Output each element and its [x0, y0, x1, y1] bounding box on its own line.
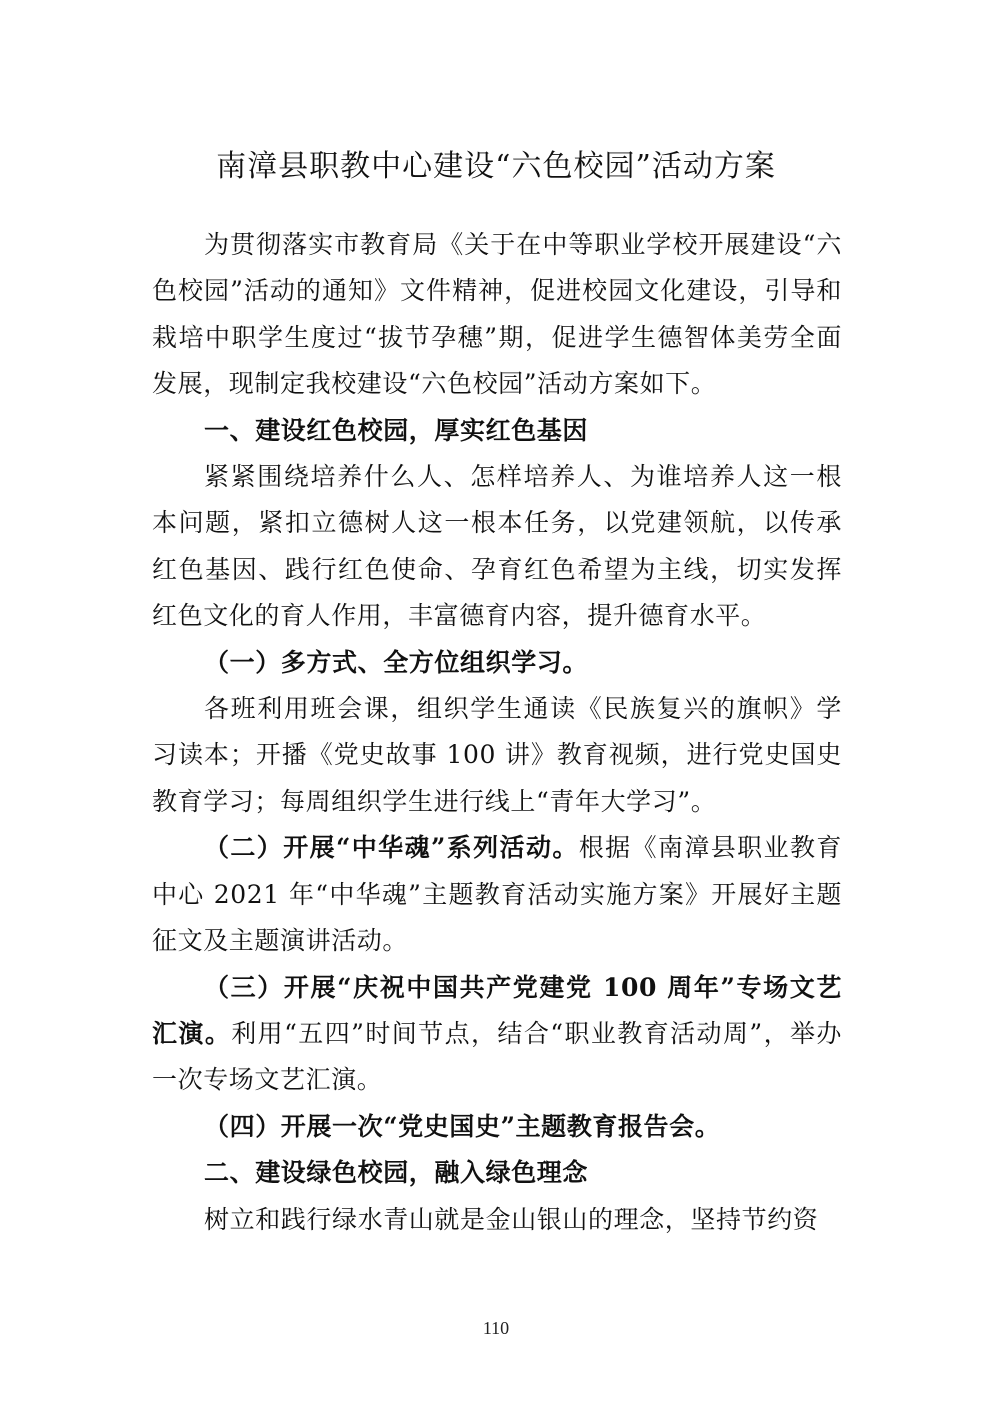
- document-body: [152, 222, 842, 1243]
- item-4-heading: （四）开展一次“党史国史”主题教育报告会。: [204, 1111, 721, 1141]
- section-2-paragraph: 树立和践行绿水青山就是金山银山的理念，坚持节约资: [204, 1204, 819, 1234]
- document-title: 南漳县职教中心建设“六色校园”活动方案: [216, 149, 776, 185]
- section-2-heading: 二、建设绿色校园，融入绿色理念: [204, 1158, 589, 1188]
- page-number: 110: [482, 1318, 510, 1338]
- item-2-text: 根据《南漳县职业教育中心 2021 年“中华魂”主题教育活动实施方案》开展好主题征文及主题演讲活动。: [152, 833, 842, 956]
- intro-paragraph: 为贯彻落实市教育局《关于在中等职业学校开展建设“六色校园”活动的通知》文件精神，促进校园文化建设，引导和栽培中职学生度过“拔节孕穗”期，促进学生德智体美劳全面发展，现制定我校建设“六色校园”活动方案如下。: [152, 230, 842, 399]
- item-3-text: 利用“五四”时间节点，结合“职业教育活动周”，举办一次专场文艺汇演。: [152, 1018, 843, 1095]
- item-1-paragraph: 各班利用班会课，组织学生通读《民族复兴的旗帜》学习读本；开播《党史故事 100 讲》教育视频，进行党史国史教育学习；每周组织学生进行线上“青年大学习”。: [152, 694, 842, 816]
- item-1-heading: （一）多方式、全方位组织学习。: [204, 647, 589, 677]
- section-1-heading: 一、建设红色校园，厚实红色基因: [204, 415, 589, 445]
- item-3-paragraph: [152, 965, 842, 1104]
- section-1-paragraph: 紧紧围绕培养什么人、怎样培养人、为谁培养人这一根本问题，紧扣立德树人这一根本任务，以党建领航，以传承红色基因、践行红色使命、孕育红色希望为主线，切实发挥红色文化的育人作用，丰富德育内容，提升德育水平。: [152, 462, 842, 631]
- item-2-heading: （二）开展“中华魂”系列活动。: [204, 833, 579, 863]
- item-3-heading: （三）开展“庆祝中国共产党建党 100 周年”专场文艺汇演。: [152, 972, 842, 1048]
- item-2-paragraph: [152, 825, 842, 964]
